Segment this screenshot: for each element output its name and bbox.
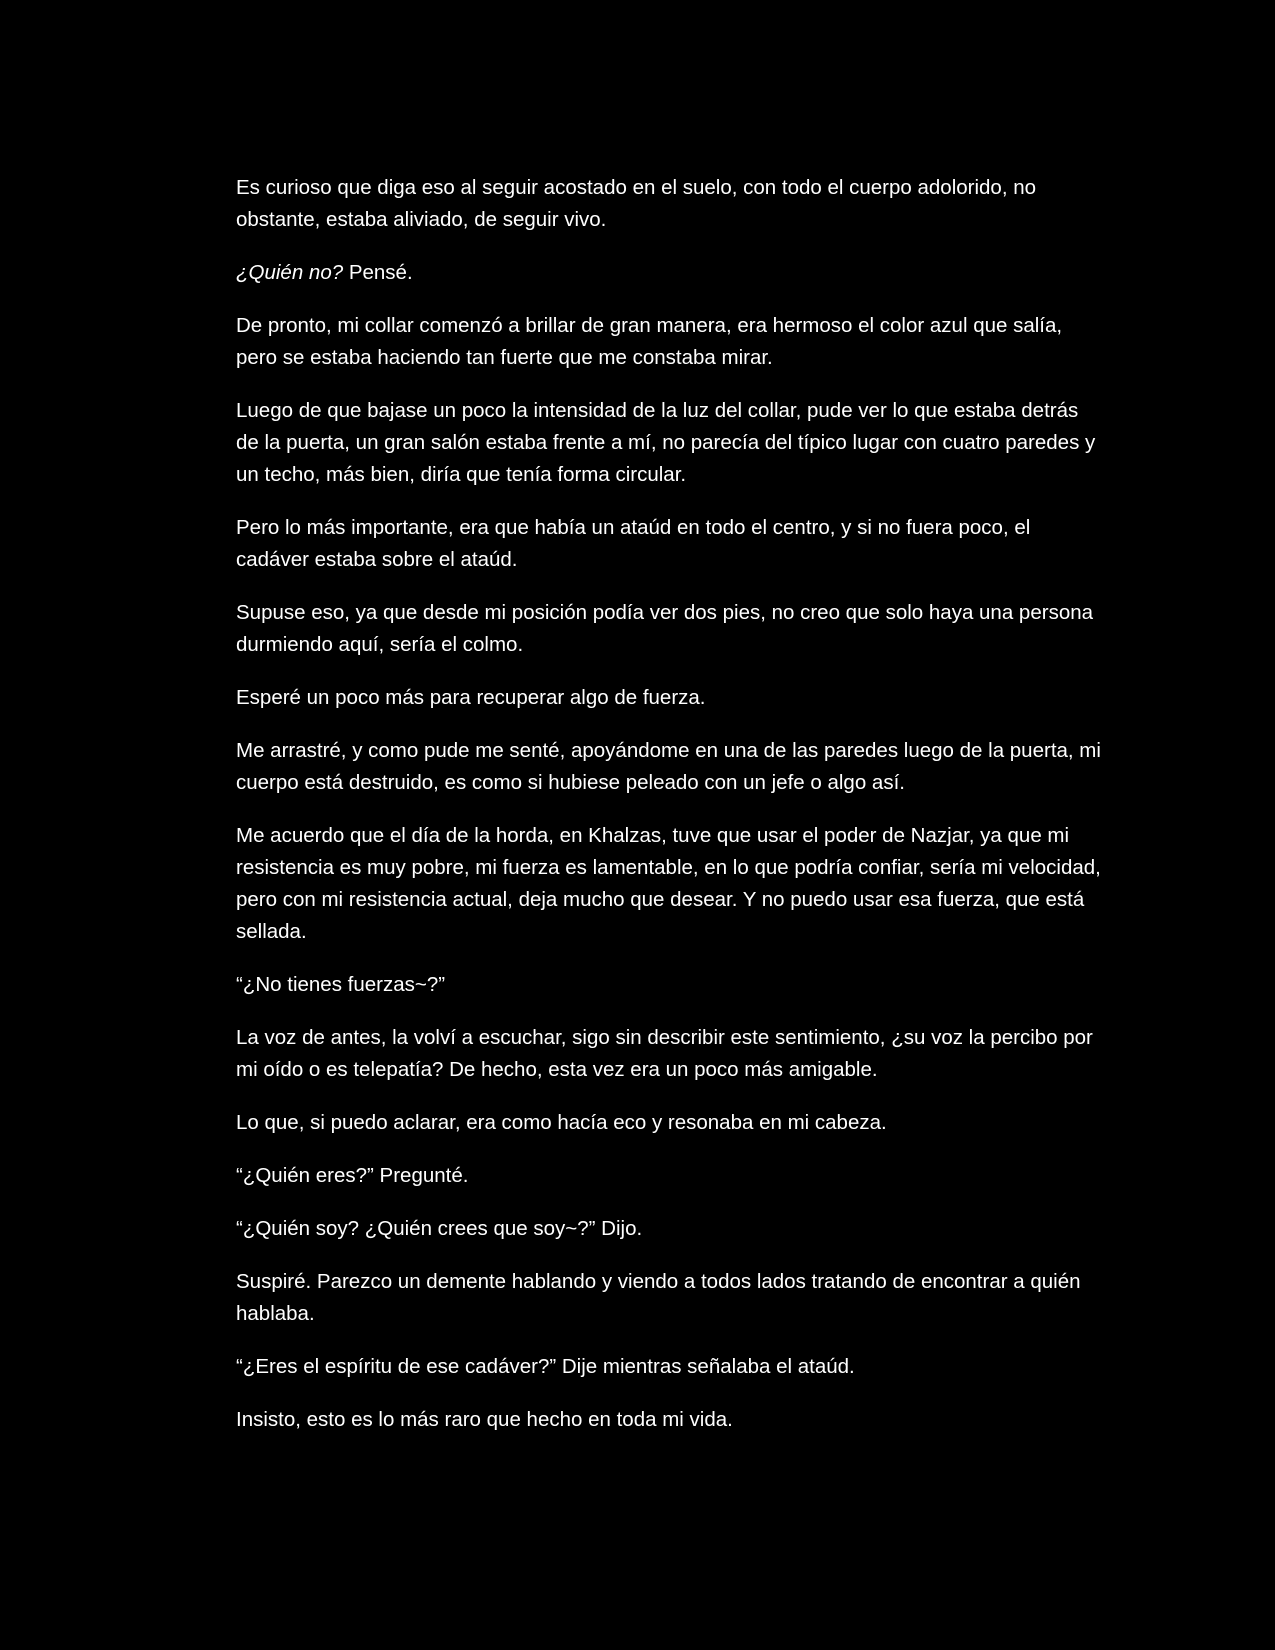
paragraph-2 — [236, 257, 1106, 289]
paragraph-9 — [236, 820, 1106, 948]
paragraph-text: “¿Eres el espíritu de ese cadáver?” Dije mientras señalaba el ataúd. — [236, 1355, 855, 1378]
paragraph-text: Me acuerdo que el día de la horda, en Khalzas, tuve que usar el poder de Nazjar, ya que mi resistencia es muy pobre, mi fuerza es lamentable, en lo que podría confiar, sería mi velocidad, pero con mi resistencia actual, deja mucho que desear. Y no puedo usar esa fuerza, que está sellada. — [236, 824, 1101, 943]
paragraph-11 — [236, 1022, 1106, 1086]
paragraph-text: Luego de que bajase un poco la intensidad de la luz del collar, pude ver lo que estaba detrás de la puerta, un gran salón estaba frente a mí, no parecía del típico lugar con cuatro paredes y un techo, más bien, diría que tenía forma circular. — [236, 399, 1096, 486]
paragraph-4 — [236, 395, 1106, 491]
paragraph-5 — [236, 512, 1106, 576]
paragraph-text: Me arrastré, y como pude me senté, apoyándome en una de las paredes luego de la puerta, mi cuerpo está destruido, es como si hubiese peleado con un jefe o algo así. — [236, 739, 1101, 794]
paragraph-1 — [236, 172, 1106, 236]
paragraph-16 — [236, 1351, 1106, 1383]
paragraph-17 — [236, 1404, 1106, 1436]
paragraph-text: Supuse eso, ya que desde mi posición podía ver dos pies, no creo que solo haya una persona durmiendo aquí, sería el colmo. — [236, 601, 1094, 656]
paragraph-13 — [236, 1160, 1106, 1192]
paragraph-text: De pronto, mi collar comenzó a brillar de gran manera, era hermoso el color azul que salía, pero se estaba haciendo tan fuerte que me constaba mirar. — [236, 314, 1063, 369]
paragraph-12 — [236, 1107, 1106, 1139]
paragraph-text: Es curioso que diga eso al seguir acostado en el suelo, con todo el cuerpo adolorido, no obstante, estaba aliviado, de seguir vivo. — [236, 176, 1037, 231]
paragraph-text: La voz de antes, la volví a escuchar, sigo sin describir este sentimiento, ¿su voz la percibo por mi oído o es telepatía? De hecho, esta vez era un poco más amigable. — [236, 1026, 1093, 1081]
paragraph-text: “¿Quién eres?” Pregunté. — [236, 1164, 469, 1187]
paragraph-text: Insisto, esto es lo más raro que hecho en toda mi vida. — [236, 1408, 733, 1431]
paragraph-text: Suspiré. Parezco un demente hablando y viendo a todos lados tratando de encontrar a quién hablaba. — [236, 1270, 1081, 1325]
paragraph-text: Pensé. — [343, 261, 413, 284]
paragraph-8 — [236, 735, 1106, 799]
paragraph-7 — [236, 682, 1106, 714]
paragraph-15 — [236, 1266, 1106, 1330]
paragraph-3 — [236, 310, 1106, 374]
paragraph-italic-thought: ¿Quién no? — [236, 261, 344, 284]
paragraph-text: Lo que, si puedo aclarar, era como hacía eco y resonaba en mi cabeza. — [236, 1111, 887, 1134]
paragraph-text: Pero lo más importante, era que había un ataúd en todo el centro, y si no fuera poco, el cadáver estaba sobre el ataúd. — [236, 516, 1031, 571]
paragraph-text: “¿No tienes fuerzas~?” — [236, 973, 446, 996]
paragraph-text: “¿Quién soy? ¿Quién crees que soy~?” Dijo. — [236, 1217, 643, 1240]
text-column — [236, 172, 1106, 1457]
paragraph-6 — [236, 597, 1106, 661]
paragraph-14 — [236, 1213, 1106, 1245]
paragraph-text: Esperé un poco más para recuperar algo de fuerza. — [236, 686, 706, 709]
paragraph-10 — [236, 969, 1106, 1001]
